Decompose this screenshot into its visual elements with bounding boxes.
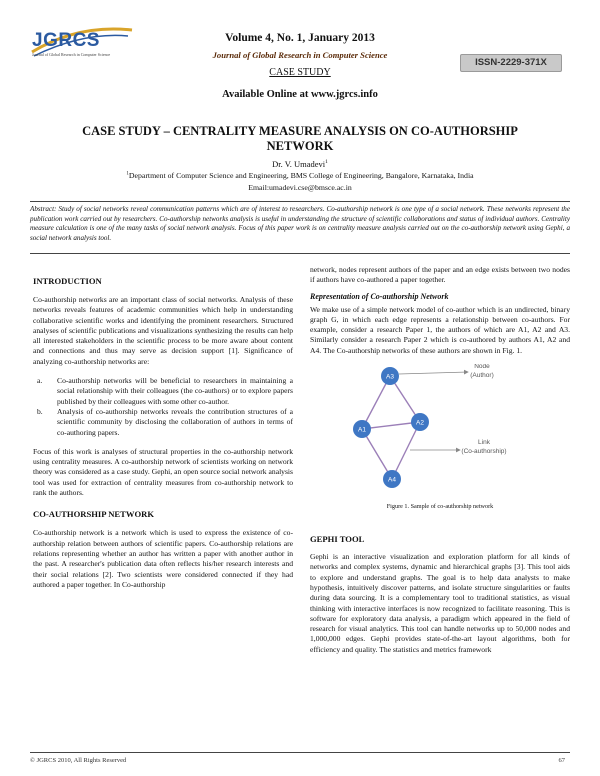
author-email: Email:umadevi.cse@bmsce.ac.in bbox=[248, 183, 352, 192]
node-a2 bbox=[411, 413, 429, 431]
header-volume: Volume 4, No. 1, January 2013 bbox=[225, 32, 375, 44]
node-label: A1 bbox=[358, 426, 366, 434]
issn-text: ISSN-2229-371X bbox=[475, 57, 547, 68]
node-label: A3 bbox=[386, 373, 394, 381]
issn-badge bbox=[460, 54, 562, 72]
left-column bbox=[33, 276, 293, 590]
representation-paragraph: We make use of a simple network model of co-author which is an undirected, binary graph G, in which each edge represents a relationship between co-authors. For example, consider a research Paper 1, the authors of which are A1, A2 and A3. Similarly consider a research Paper 2 which is co-authored by authors A1, A2 and A4. The Co-authorship networks of these authors are shown in Fig. 1. bbox=[310, 304, 570, 355]
intro-paragraph-2: Focus of this work is analyses of structural properties in the co-authorship network using centrality measures. A co-authorship network of scientists working on network theory was considered as a case study. Gephi, an open source social network analysis tool was used for extraction of centrality measures from co-authorship network to rank the authors. bbox=[33, 446, 293, 498]
heading-representation: Representation of Co-authorship Network bbox=[310, 291, 449, 301]
link-annotation-line1: Link bbox=[478, 439, 490, 447]
gephi-paragraph: Gephi is an interactive visualization and exploration platform for all kinds of networks and complex systems, dynamic and hierarchical graphs [3]. This tool aids to explore and understand graphs. The goal is to help data analysts to make hypothesis, intuitively discover patterns, and isolate structure singularities or faults during data sourcing. It is a complementary tool to traditional statistics, as visual thinking with interactive interfaces is now recognized to facilitate reasoning. This is software for exploratory data analysis, a paradigm which appeared in the field of research for visual analytics. This tool can handle networks up to 50,000 nodes and 1,000,000 edges. Gephi provides state-of-the-art layout algorithms, both for efficiency and quality. The statistics and metrics framework bbox=[310, 552, 570, 654]
continued-paragraph: network, nodes represent authors of the paper and an edge exists between two nodes if authors have co-authored a paper together. bbox=[310, 265, 570, 285]
significance-list bbox=[33, 376, 293, 438]
node-pointer-arrow bbox=[399, 372, 468, 374]
logo-text: JGRCS bbox=[32, 30, 100, 51]
node-a4 bbox=[383, 470, 401, 488]
node-a3 bbox=[381, 367, 399, 385]
list-item-label: b. bbox=[37, 406, 43, 416]
author-name bbox=[150, 159, 450, 169]
figure-caption: Figure 1. Sample of co-authorship network bbox=[386, 503, 494, 511]
abstract-bottom-rule bbox=[30, 253, 570, 254]
coauthorship-paragraph: Co-authorship network is a network which is used to express the existence of co-authorship relation between authors of scientific papers. Co-authorship relations are relations representing whether an author has written a paper with another author in the past. A researcher's publication data often reflects his/her research interests and their social relations [2]. Two scientists were considered connected if they had authored a paper together. In Co-authorship bbox=[33, 528, 293, 589]
list-item-label: a. bbox=[37, 376, 43, 386]
footer-page-number: 67 bbox=[558, 757, 565, 764]
heading-gephi-tool: GEPHI TOOL bbox=[310, 534, 365, 545]
coauthorship-graph bbox=[310, 364, 570, 502]
node-label: A4 bbox=[388, 476, 396, 484]
abstract-top-rule bbox=[30, 201, 570, 202]
heading-coauthorship-network: CO-AUTHORSHIP NETWORK bbox=[33, 509, 155, 520]
list-item-text: Co-authorship networks will be beneficial to researchers in maintaining a social relationship with their colleagues (the co-authors) or to explore papers published by their colleagues with some other co-author. bbox=[57, 376, 293, 406]
author-name-text: Dr. V. Umadevi bbox=[272, 159, 326, 169]
journal-logo bbox=[28, 22, 138, 62]
list-item bbox=[37, 376, 293, 407]
list-item bbox=[37, 407, 293, 438]
list-item-text: Analysis of co-authorship networks reveals the contribution structures of a scientific community by disclosing the collaboration of authors in terms of co-authoring papers. bbox=[57, 406, 293, 437]
footer-copyright: © JGRCS 2010, All Rights Reserved bbox=[30, 757, 127, 764]
intro-paragraph-1: Co-authorship networks are an important class of social networks. Analysis of these networks reveals features of academic communities which help in understanding collaborative scientific works and identifying the prominent researchers. Structured analyses of scientific publications and visualizations synthesizing the results can help all interested stakeholders in the scientific process to be more aware about content and connections and thus may serve as decision support [1]. Significance of analyzing co-authorship networks are: bbox=[33, 295, 293, 366]
header-availability: Available Online at www.jgrcs.info bbox=[222, 89, 378, 100]
node-annotation-line2: (Author) bbox=[470, 372, 494, 380]
edge-a2-a4 bbox=[392, 422, 420, 479]
logo-tagline: Journal of Global Research in Computer Science bbox=[32, 52, 111, 57]
abstract: Abstract: Study of social networks reveal communication patterns which are of interest to researchers. Co-authorship network is one type of a social network. These networks represent the publication work carried out by researchers. Co-authorship networks analysis is useful in understanding the structure of scientific collaborations and status of individual authors. Centrality measure calculation is one of the many tasks of social network analysis. Focus of this paper work is on centrality measure analysis carried out on the co-authorship network using Gephi, a social network analysis tool. bbox=[30, 205, 570, 242]
author-affiliation bbox=[40, 171, 560, 180]
node-annotation-line1: Node bbox=[474, 364, 490, 371]
figure-1 bbox=[310, 364, 570, 502]
header-journal: Journal of Global Research in Computer Science bbox=[212, 50, 388, 60]
link-annotation-line2: (Co-authorship) bbox=[461, 448, 507, 456]
heading-introduction: INTRODUCTION bbox=[33, 276, 102, 286]
node-label: A2 bbox=[416, 419, 424, 427]
affiliation-text: Department of Computer Science and Engineering, BMS College of Engineering, Bangalore, Karnataka, India bbox=[128, 171, 474, 180]
right-column bbox=[310, 265, 570, 655]
author-sup: 1 bbox=[325, 159, 328, 166]
header-section: CASE STUDY bbox=[269, 67, 331, 78]
paper-title: CASE STUDY – CENTRALITY MEASURE ANALYSIS ON CO-AUTHORSHIP NETWORK bbox=[82, 124, 518, 153]
affiliation-sup: 1 bbox=[126, 171, 129, 177]
node-a1 bbox=[353, 420, 371, 438]
footer-rule bbox=[30, 752, 570, 753]
